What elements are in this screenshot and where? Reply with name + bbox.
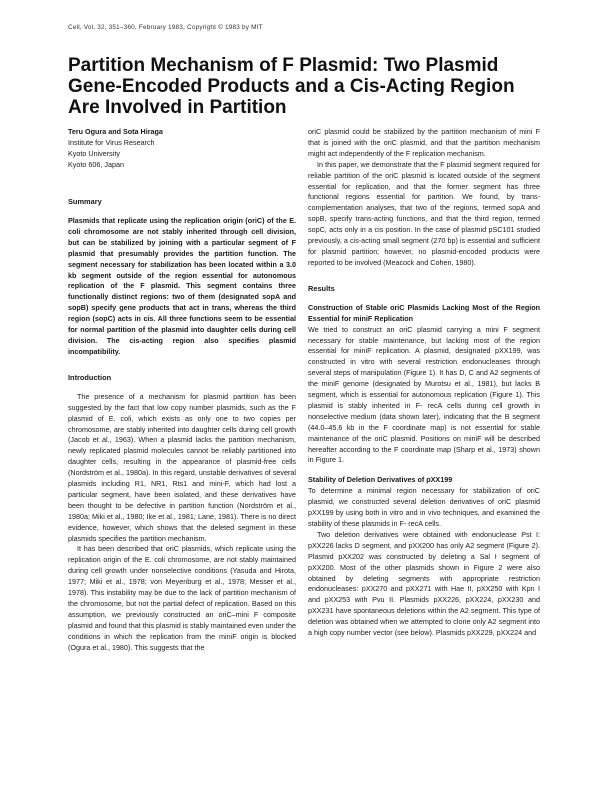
- results-paragraph-stability-2: Two deletion derivatives were obtained with endonuclease Pst I: pXX226 lacks D segment, and pXX200 has only A2 segment (Figure 2). Plasmid pXX202 was constructed by deleting a Sal I segment of pXX200. Most of the other plasmids shown in Figure 2 were also obtained by deleting segments with appropriate restriction endonucleases: pXX270 and pXX271 with Hae II, pXX250 with Kpn I and pXX253 with Pvu II. Plasmids pXX226, pXX224, pXX230 and pXX231 have spontaneous deletions within the A2 segment. This type of deletion was obtained when we attempted to clone only A2 segment into a high copy number vector (see below). Plasmids pXX229, pXX224 and: [308, 529, 540, 638]
- summary-text: Plasmids that replicate using the replication origin (oriC) of the E. coli chromosome are not stably inherited through cell division, but can be stabilized by joining with a particular segment of F plasmid that presumably provides the partition function. The segment necessary for stabilization has been located within a 3.0 kb segment outside of the region essential for autonomous replication of the F plasmid. This segment contains three functionally distinct regions: two of them (designated sopA and sopB) specify gene products that act in trans, whereas the third region (sopC) acts in cis. All three functions seem to be essential for normal partition of the plasmid into daughter cells during cell division. The cis-acting region also specifies plasmid incompatibility.: [68, 216, 296, 356]
- left-column: [68, 196, 296, 654]
- results-subheading-construction: Construction of Stable oriC Plasmids Lacking Most of the Region Essential for miniF Replication: [308, 302, 540, 323]
- results-heading: Results: [308, 283, 335, 293]
- right-column: [308, 127, 540, 639]
- article-title: Partition Mechanism of F Plasmid: Two Plasmid Gene-Encoded Products and a Cis-Acting Region Are Involved in Partition: [68, 55, 515, 118]
- introduction-heading: Introduction: [68, 372, 112, 382]
- author-affiliation-university: Kyoto University: [68, 149, 120, 158]
- author-block: [68, 126, 288, 170]
- author-affiliation-institute: Institute for Virus Research: [68, 138, 155, 147]
- results-paragraph-stability-1: To determine a minimal region necessary for stabilization of oriC plasmid, we constructed several deletion derivatives of oriC plasmid pXX199 by using both in vitro and in vivo techniques, and examined the stability of these plasmids in F- recA cells.: [308, 486, 540, 528]
- author-names: Teru Ogura and Sota Hiraga: [68, 127, 163, 136]
- introduction-paragraph-1: The presence of a mechanism for plasmid partition has been suggested by the fact that low copy number plasmids, such as the F plasmid of E. coli, which exists as only one to two copies per chromosome, are stably inherited into daughter cells during cell growth (Jacob et al., 1963). When a plasmid lacks the partition mechanism, newly replicated plasmid molecules cannot be reliably partitioned into daughter cells, resulting in the appearance of plasmid-free cells (Nordström et al., 1980a). In this regard, unstable derivatives of several plasmids including R1, NR1, Rts1 and mini-F, which had lost a particular segment, have been isolated, and these derivatives have been thought to be defective in partition function (Nordström et al., 1980a; Miki et al., 1980; Ike et al., 1981; Lane, 1981). There is no direct evidence, however, which shows that the deleted segment in these plasmids specifies the partition mechanism.: [68, 391, 296, 543]
- introduction-paragraph-2: It has been described that oriC plasmids, which replicate using the replication origin of the E. coli chromosome, are not stably maintained during cell growth under nonselective conditions (Yasuda and Hirota, 1977; Miki et al., 1978; von Meyenburg et al., 1978; Messer et al., 1978). This instability may be due to the lack of partition mechanism of the chromosome, but not the partial defect of replication. Based on this assumption, we previously constructed an oriC–mini F composite plasmid and found that this plasmid is stably maintained even under the conditions in which the replication from the miniF origin is blocked (Ogura et al., 1980). This suggests that the: [68, 544, 296, 652]
- results-subheading-stability: Stability of Deletion Derivatives of pXX199: [308, 475, 453, 485]
- results-paragraph-construction: We tried to construct an oriC plasmid carrying a mini F segment necessary for stable maintenance, but lacking most of the region essential for miniF replication. A plasmid, designated pXX199, was constructed in vitro with several restriction endonucleases through several steps of manipulation (Figure 1). It has D, C and A2 segments of the miniF genome (designated by Murotsu et al., 1981), but lacks B segment, which is essential for autonomous replication (Figure 1). This plasmid is stably inherited in F- recA cells during cell growth in nonselective medium (data shown later), indicating that the B segment (44.0–45.6 kb in the F coordinate map) is not essential for stable maintenance of the oriC plasmid. Positions on miniF will be described hereafter according to the F coordinate map (Sharp et al., 1973) shown in Figure 1.: [308, 324, 540, 465]
- summary-heading: Summary: [68, 197, 102, 206]
- journal-citation-header: Cell, Vol. 32, 351–360, February 1983, Copyright © 1983 by MIT: [68, 24, 263, 31]
- author-affiliation-city: Kyoto 606, Japan: [68, 160, 124, 169]
- intro-paragraph-3: In this paper, we demonstrate that the F plasmid segment required for reliable partition of the oriC plasmid is located outside of the segment essential for replication, and that the former segment has three functional regions essential for partition. We found, by trans-complementation analyses, that two of the regions, termed sopA and sopB, specify trans-acting functions, and that the third region, termed sopC, acts only in a cis position. In the case of plasmid pSC101 studied previously, a cis-acting small segment (270 bp) is essential and sufficient for plasmid partition; however, no plasmid-encoded products were reported to be involved (Meacock and Cohen, 1980).: [308, 159, 540, 267]
- intro-continued-paragraph: oriC plasmid could be stabilized by the partition mechanism of mini F that is joined with the oriC plasmid, and that the partition mechanism might act independently of the F replication mechanism.: [308, 127, 540, 158]
